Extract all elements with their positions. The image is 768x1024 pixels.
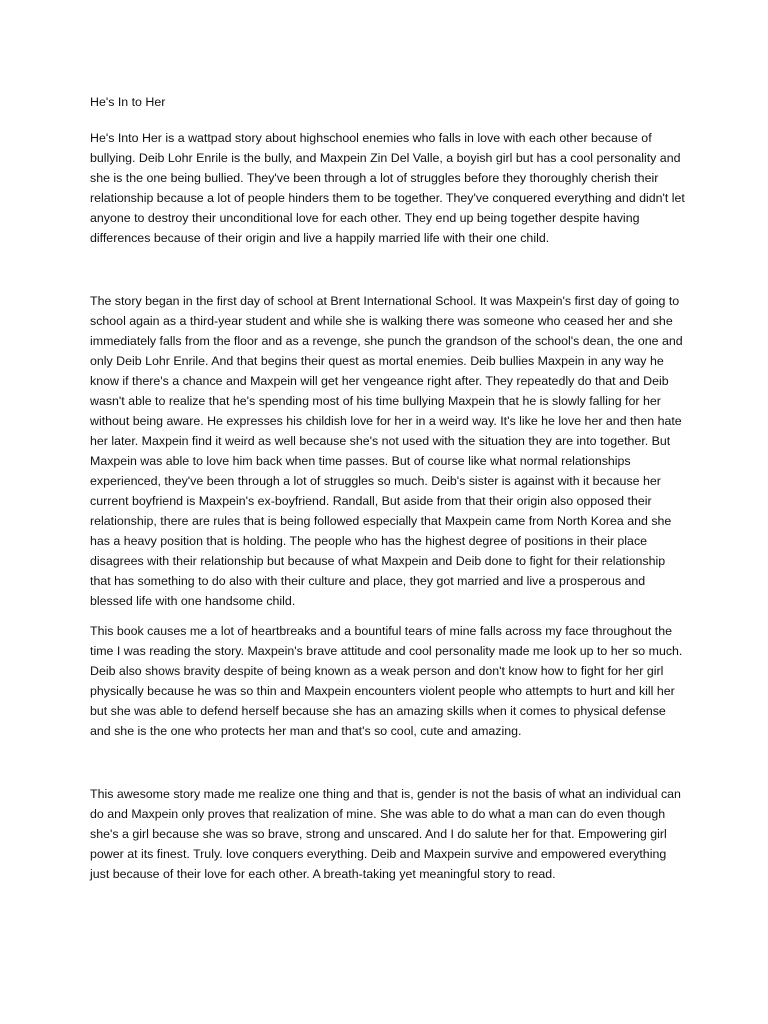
document-title: He's In to Her — [90, 95, 166, 109]
paragraph-intro: He's Into Her is a wattpad story about highschool enemies who falls in love with each other because of bullying. Deib Lohr Enrile is the bully, and Maxpein Zin Del Valle, a boyish girl but has a cool personality and she is the one being bullied. They've been through a lot of struggles before they thoroughly cherish their relationship because a lot of people hinders them to be together. They've conquered everything and didn't let anyone to destroy their unconditional love for each other. They end up being together despite having differences because of their origin and live a happily married life with their one child. — [90, 131, 685, 245]
paragraph-reflection: This book causes me a lot of heartbreaks and a bountiful tears of mine falls across my face throughout the time I was reading the story. Maxpein's brave attitude and cool personality made me look up to her so much. Deib also shows bravity despite of being known as a weak person and don't know how to fight for her girl physically because he was so thin and Maxpein encounters violent people who attempts to hurt and kill her but she was able to defend herself because she has an amazing skills when it comes to physical defense and she is the one who protects her man and that's so cool, cute and amazing. — [90, 624, 683, 738]
paragraph-conclusion: This awesome story made me realize one thing and that is, gender is not the basis of what an individual can do and Maxpein only proves that realization of mine. She was able to do what a man can do even though she's a girl because she was so brave, strong and unscared. And I do salute her for that. Empowering girl power at its finest. Truly. love conquers everything. Deib and Maxpein survive and empowered everything just because of their love for each other. A breath-taking yet meaningful story to read. — [90, 787, 681, 881]
paragraph-gap — [90, 258, 688, 291]
document-body — [90, 92, 688, 894]
paragraph-gap — [90, 751, 688, 784]
paragraph-plot: The story began in the first day of school at Brent International School. It was Maxpein's first day of going to school again as a third-year student and while she is walking there was someone who ceased her and she immediately falls from the floor and as a revenge, she punch the grandson of the school's dean, the one and only Deib Lohr Enrile. And that begins their quest as mortal enemies. Deib bullies Maxpein in any way he know if there's a chance and Maxpein will get her vengeance right after. They repeatedly do that and Deib wasn't able to realize that he's spending most of his time bullying Maxpein that he is slowly falling for her without being aware. He expresses his childish love for her in a weird way. It's like he love her and then hate her later. Maxpein find it weird as well because she's not used with the situation they are into together. But Maxpein was able to love him back when time passes. But of course like what normal relationships experienced, they've been through a lot of struggles so much. Deib's sister is against with it because her current boyfriend is Maxpein's ex-boyfriend. Randall, But aside from that their origin also opposed their relationship, there are rules that is being followed especially that Maxpein came from North Korea and she has a heavy position that is holding. The people who has the highest degree of positions in their place disagrees with their relationship but because of what Maxpein and Deib done to fight for their relationship that has something to do also with their culture and place, they got married and live a prosperous and blessed life with one handsome child. — [90, 294, 683, 608]
